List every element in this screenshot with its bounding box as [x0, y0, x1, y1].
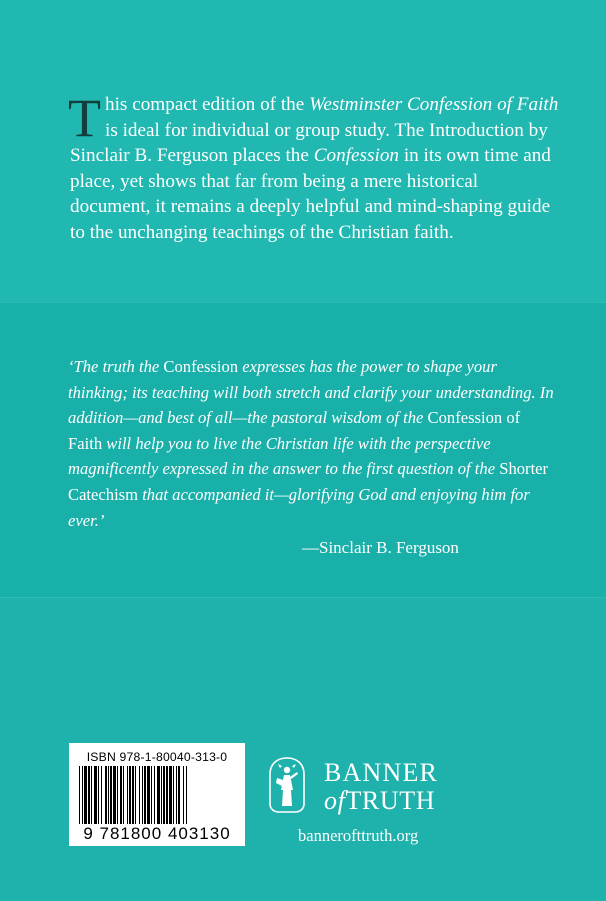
text-segment: Confession	[163, 357, 239, 376]
publisher-name-of: of	[324, 786, 346, 815]
text-segment: ‘The truth the	[68, 357, 164, 376]
barcode-bar	[142, 766, 143, 824]
barcode-bar	[132, 766, 134, 824]
barcode-bars	[79, 766, 235, 824]
barcode-bar	[127, 766, 128, 824]
barcode-bar	[154, 766, 155, 824]
barcode-bar	[110, 766, 112, 824]
publisher-website[interactable]: bannerofttruth.org	[298, 826, 419, 845]
barcode-digits: 9 781800 403130	[83, 824, 231, 843]
book-description	[68, 88, 560, 245]
barcode-bar	[113, 766, 116, 824]
barcode-bar	[120, 766, 122, 824]
text-segment: expresses has the power to shape your thinking; its teaching will both stretch and clarify your understanding. In addition—and best of all—the pastoral wisdom of the	[68, 357, 554, 428]
barcode-bar	[169, 766, 172, 824]
drop-cap: T	[68, 88, 101, 148]
text-segment: is ideal for individual or group study. The Introduction by Sinclair B. Ferguson places the	[70, 119, 548, 166]
text-segment: his compact edition of the	[105, 94, 310, 115]
isbn-barcode	[69, 743, 245, 846]
barcode-bar	[91, 766, 92, 824]
isbn-label: ISBN 978-1-80040-313-0	[86, 750, 228, 764]
text-segment: that accompanied it—glorifying God and enjoying him for ever.’	[68, 484, 530, 530]
barcode-bar	[101, 766, 102, 824]
barcode-bar	[163, 766, 165, 824]
barcode-bar	[123, 766, 124, 824]
publisher-name-truth: TRUTH	[345, 786, 436, 815]
barcode-bar	[94, 766, 97, 824]
text-segment: will help you to live the Christian life with the perspective magnificently expressed in the answer to the first question of the	[68, 433, 500, 479]
barcode-bar	[157, 766, 160, 824]
barcode-bar	[129, 766, 131, 824]
text-segment: Confession of Faith	[68, 408, 521, 453]
barcode-bar	[82, 766, 83, 824]
text-segment: Westminster Confession of Faith	[309, 94, 559, 115]
barcode-bar	[84, 766, 87, 824]
barcode-bar	[117, 766, 118, 824]
barcode-bar	[135, 766, 136, 824]
barcode-bar	[186, 766, 187, 824]
publisher-name-line2	[324, 786, 435, 816]
barcode-bar	[173, 766, 174, 824]
barcode-bar	[139, 766, 140, 824]
barcode-bar	[147, 766, 150, 824]
publisher-name-line1: BANNER	[324, 758, 439, 787]
text-segment: Confession	[313, 145, 400, 166]
barcode-bar	[183, 766, 184, 824]
barcode-bar	[88, 766, 90, 824]
endorsement-quote	[68, 354, 558, 533]
barcode-bar	[98, 766, 99, 824]
text-segment: in its own time and place, yet shows that far from being a mere historical document, it remains a deeply helpful and mind-shaping guide to the unchanging teachings of the Christian faith.	[70, 145, 551, 243]
angel-figure-icon	[267, 756, 307, 814]
barcode-bar	[79, 766, 80, 824]
text-segment: Shorter Catechism	[68, 459, 549, 504]
barcode-bar	[178, 766, 180, 824]
description-text	[68, 88, 559, 243]
barcode-bar	[144, 766, 146, 824]
barcode-bar	[108, 766, 109, 824]
barcode-bar	[151, 766, 152, 824]
barcode-bar	[105, 766, 107, 824]
barcode-bar	[161, 766, 162, 824]
quote-attribution: —Sinclair B. Ferguson	[302, 538, 459, 557]
barcode-bar	[166, 766, 168, 824]
barcode-bar	[176, 766, 177, 824]
